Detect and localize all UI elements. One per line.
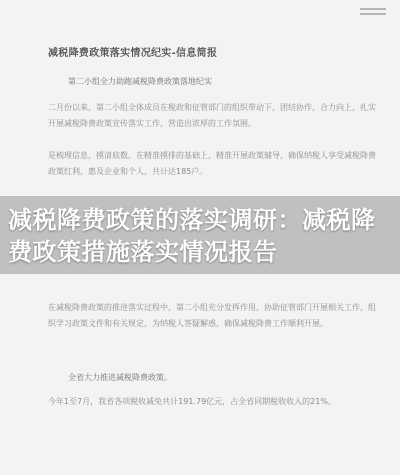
overlay-title: 减税降费政策的落实调研：减税降费政策措施落实情况报告 xyxy=(8,206,376,266)
paragraph-progress: 在减税降费政策的推进落实过程中，第二小组充分发挥作用，协助征管部门开展相关工作，组织学习政策文件和有关规定，为纳税人答疑解惑，确保减税降费工作顺利开展。 xyxy=(48,303,376,328)
document-title: 减税降费政策落实情况纪实-信息简报 xyxy=(48,48,218,59)
menu-icon[interactable] xyxy=(360,8,386,20)
section-heading-province: 全省大力推进减税降费政策。 xyxy=(68,373,172,382)
paragraph-intro: 二月份以来，第二小组全体成员在税政和征管部门的组织带动下，团结协作，合力向上，扎实开展减税降费政策宣传落实工作，营造出浓厚的工作氛围。 xyxy=(48,103,376,128)
section-heading: 第二小组全力助跑减税降费政策落地纪实 xyxy=(68,77,212,86)
paragraph-survey: 是梳理信息，摸清底数。在精准摸排的基础上，精准开展政策辅导，确保纳税人享受减税降费政策红利，惠及企业和个人，共计达185户。 xyxy=(48,151,376,176)
paragraph-statistics: 今年1至7月，我省各项税收减免共计191.79亿元，占全省同期税收收入的21%。 xyxy=(48,397,336,406)
